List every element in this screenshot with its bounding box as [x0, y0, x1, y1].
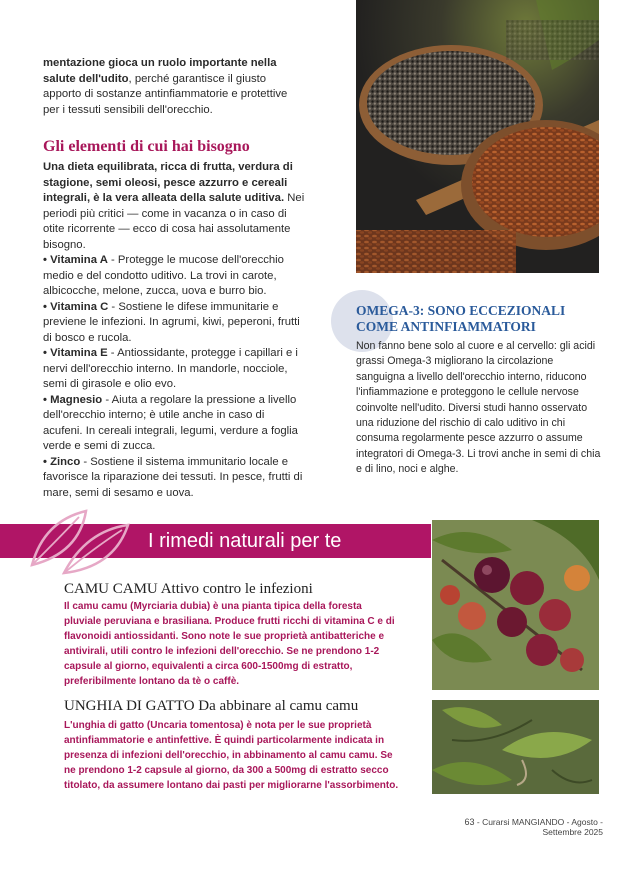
- lead-paragraph: [43, 160, 305, 253]
- remedy-subtitle: Da abbinare al camu camu: [194, 698, 359, 714]
- magazine-name: - Curarsi: [474, 817, 512, 827]
- rimedi-band-title: I rimedi naturali per te: [148, 530, 342, 552]
- nutrient-name: Vitamina C: [50, 300, 109, 313]
- unghia-di-gatto-heading: [64, 697, 424, 715]
- camu-camu-heading: [64, 580, 424, 598]
- nutrient-name: Vitamina A: [50, 254, 108, 266]
- nutrient-desc: - Sostiene il sistema immunitario locale e favorisce la riparazione dei tessuti. In pesce, frutti di mare, semi di sesamo e uova.: [43, 455, 303, 499]
- nutrient-desc: - Sostiene le difese immunitarie e previene le infezioni. In agrumi, kiwi, peperoni, frutti di bosco e rucola.: [43, 300, 300, 344]
- remedy-name: CAMU CAMU: [64, 581, 158, 597]
- omega-title: OMEGA-3: SONO ECCEZIONALI COME ANTINFIAMMATORI: [356, 303, 566, 334]
- nutrient-item-magnesio: • Magnesio - Aiuta a regolare la pressione a livello dell'orecchio interno; è utile anche in caso di acufeni. In cereali integrali, legumi, verdure a foglia verde e semi di zucca.: [43, 393, 298, 452]
- camu-camu-body: Il camu camu (Myrciaria dubia) è una pianta tipica della foresta pluviale peruviana e brasiliana. Produce frutti ricchi di vitamina C e di flavonoidi antiossidanti. Sono note le sue proprietà antibatteriche e antivirali, utili contro le infezioni dell'orecchio. Se ne prendono 1-2 capsule al giorno, equivalenti a circa 600-1500mg di estratto, preferibilmente lontano da tè o caffè.: [64, 601, 395, 687]
- nutrient-name: Vitamina E: [50, 347, 108, 359]
- nutrient-item-vitamina-a: • Vitamina A - Protegge le mucose dell'orecchio medio e del condotto uditivo. La trovi in carote, albicocche, melone, zucca, uova e burro bio.: [43, 254, 284, 297]
- nutrient-item-vitamina-c: • Vitamina C - Sostiene le difese immunitarie e previene le infezioni. In agrumi, kiwi, peperoni, frutti di bosco e rucola.: [43, 300, 300, 344]
- seeds-illustration: [356, 0, 599, 273]
- issue-date: - Agosto - Settembre 2025: [542, 817, 603, 837]
- omega-body: Non fanno bene solo al cuore e al cervello: gli acidi grassi Omega-3 migliorano la circolazione sanguigna a livello dell'orecchio interno, riducono l'infiammazione e proteggono le cellule nervose coinvolte nell'udito. Diversi studi hanno osservato una riduzione del rischio di calo uditivo in chi consuma regolarmente pesce azzurro o assume integratori di Omega-3. Li trovi anche in semi di chia e di lino, noci e alghe.: [356, 340, 601, 476]
- remedy-subtitle: Attivo contro le infezioni: [157, 581, 313, 597]
- camu-camu-illustration: [432, 520, 599, 690]
- seeds-spoons-photo: [356, 0, 599, 273]
- remedy-name: UNGHIA DI GATTO: [64, 698, 195, 714]
- nutrient-desc: - Aiuta a regolare la pressione a livello dell'orecchio interno; è utile anche in caso di acufeni. In cereali integrali, legumi, verdure a foglia verde e semi di zucca.: [43, 393, 298, 452]
- page-number: 63: [464, 817, 475, 827]
- intro-paragraph: [43, 56, 305, 118]
- nutrient-desc: - Antiossidante, protegge i capillari e i nervi dell'orecchio interno. In mandorle, nocciole, semi di girasole e olio evo.: [43, 347, 298, 390]
- unghia-di-gatto-body: L'unghia di gatto (Uncaria tomentosa) è nota per le sue proprietà antinfiammatorie e antinfettive. È quindi particolarmente indicata in presenza di infezioni dell'orecchio, in abbinamento al camu camu. Se ne prendono 1-2 capsule al giorno, da 300 a 500mg di estratto secco titolato, da assumere lontano dai pasti per migliorarne l'assorbimento.: [64, 720, 399, 791]
- nutrient-item-zinco: • Zinco - Sostiene il sistema immunitario locale e favorisce la riparazione dei tessuti. In pesce, frutti di mare, semi di sesamo e uova.: [43, 455, 303, 499]
- article-left-column: [43, 56, 305, 501]
- intro-bold-text: mentazione gioca un ruolo importante nella salute dell'udito: [43, 57, 277, 85]
- intro-text: , perché garantisce il giusto apporto di sostanze antinfiammatorie e protettive per i tessuti sensibili dell'orecchio.: [43, 72, 288, 116]
- nutrient-item-vitamina-e: • Vitamina E - Antiossidante, protegge i capillari e i nervi dell'orecchio interno. In mandorle, nocciole, semi di girasole e olio evo.: [43, 347, 298, 390]
- camu-camu-fruits-photo: [432, 520, 599, 690]
- nutrient-name: Magnesio: [50, 393, 103, 406]
- nutrient-name: Zinco: [50, 455, 81, 468]
- unghia-di-gatto-leaves-photo: [432, 700, 599, 794]
- lead-text: Nei periodi più critici — come in vacanza o in caso di otite ricorrente — ecco di cosa hai assolutamente bisogno.: [43, 192, 305, 251]
- nutrient-desc: - Protegge le mucose dell'orecchio medio e del condotto uditivo. La trovi in carote, albicocche, melone, zucca, uova e burro bio.: [43, 254, 284, 297]
- magazine-edition: MANGIANDO: [511, 817, 565, 827]
- unghia-di-gatto-illustration: [432, 700, 599, 794]
- leaf-outline-icon: [24, 503, 134, 583]
- lead-bold-text: Una dieta equilibrata, ricca di frutta, verdura di stagione, semi oleosi, pesce azzurro e cereali integrali, è la vera alleata della salute uditiva.: [43, 161, 293, 204]
- page-footer: [433, 817, 603, 837]
- section-title: Gli elementi di cui hai bisogno: [43, 138, 250, 155]
